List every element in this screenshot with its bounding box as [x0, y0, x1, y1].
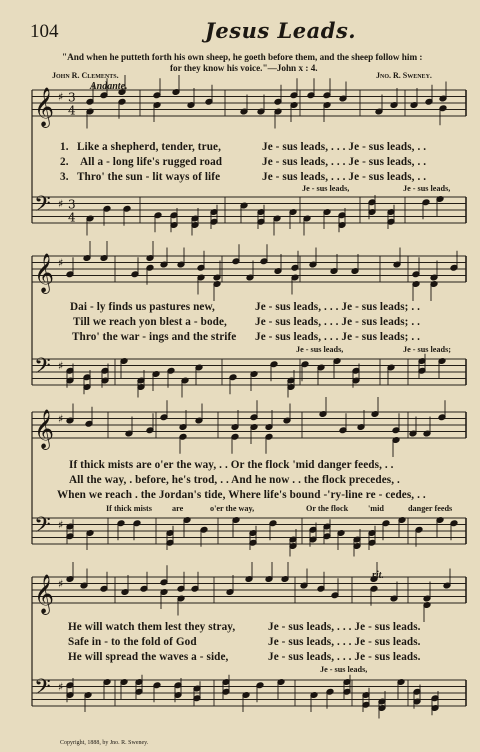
- lyric-line: When we reach . the Jordan's tide, Where life's bound -'ry-line re - cedes, . .: [57, 489, 426, 501]
- svg-text:𝄢: 𝄢: [34, 192, 51, 223]
- tempo-marking: Andante.: [90, 81, 128, 92]
- verse-number: 2.: [60, 156, 69, 168]
- bass-lyric: Or the flock: [306, 504, 349, 513]
- copyright-notice: Copyright, 1888, by Jno. R. Sweney.: [60, 740, 149, 746]
- lyric-line: Je - sus leads, . . . Je - sus leads.: [268, 651, 421, 663]
- svg-text:♯: ♯: [58, 412, 64, 426]
- lyric-line: Thro' the war - ings and the strife: [72, 331, 237, 343]
- svg-text:𝄞: 𝄞: [34, 87, 55, 127]
- svg-text:♯: ♯: [58, 680, 64, 694]
- bass-lyric: Je - sus leads,: [403, 184, 451, 193]
- bass-lyric: Je - sus leads,: [296, 345, 344, 354]
- lyric-line: He will spread the waves a - side,: [68, 651, 229, 663]
- svg-text:𝄢: 𝄢: [34, 675, 51, 706]
- lyric-line: All a - long life's rugged road: [80, 156, 223, 168]
- verse-number: 3.: [60, 171, 69, 183]
- lyric-line: He will watch them lest they stray,: [68, 621, 236, 633]
- verse-line-2: for they know his voice."—John x : 4.: [170, 63, 318, 73]
- svg-text:3: 3: [68, 90, 76, 105]
- svg-text:4: 4: [68, 103, 76, 118]
- svg-text:♯: ♯: [58, 256, 64, 270]
- svg-text:𝄞: 𝄞: [34, 574, 55, 614]
- svg-text:♯: ♯: [58, 359, 64, 373]
- bass-lyric: Je - sus leads;: [403, 345, 451, 354]
- lyric-line: Safe in - to the fold of God: [68, 636, 197, 648]
- composer-credit: Jno. R. Sweney.: [376, 71, 432, 80]
- verse-number: 1.: [60, 141, 69, 153]
- bass-lyric: danger feeds: [408, 504, 453, 513]
- svg-text:3: 3: [68, 197, 76, 212]
- lyric-line: Je - sus leads, . . . Je - sus leads.: [268, 621, 421, 633]
- lyric-line: Dai - ly finds us pastures new,: [70, 301, 215, 313]
- bass-lyric: Je - sus leads,: [320, 665, 368, 674]
- svg-text:𝄞: 𝄞: [34, 409, 55, 449]
- bass-lyric: Je - sus leads,: [302, 184, 350, 193]
- lyric-line: Je - sus leads, . . . Je - sus leads; . .: [255, 316, 421, 328]
- lyric-line: All the way, . before, he's trod, . . And he now . . the flock precedes, .: [69, 474, 400, 486]
- svg-text:𝄞: 𝄞: [34, 253, 55, 293]
- svg-text:♯: ♯: [58, 518, 64, 532]
- svg-text:♯: ♯: [58, 577, 64, 591]
- svg-text:4: 4: [68, 210, 76, 225]
- lyric-line: Thro' the sun - lit ways of life: [77, 171, 221, 183]
- lyric-line: Je - sus leads, . . . Je - sus leads.: [268, 636, 421, 648]
- lyric-line: Je - sus leads, . . . Je - sus leads; . .: [255, 301, 421, 313]
- bass-lyric: If thick mists: [106, 504, 152, 513]
- lyric-line: If thick mists are o'er the way, . . Or the flock 'mid danger feeds, . .: [69, 459, 394, 471]
- lyric-line: Je - sus leads, . . . Je - sus leads; . .: [255, 331, 421, 343]
- ritardando-marking: rit.: [372, 570, 384, 581]
- svg-text:♯: ♯: [58, 90, 64, 104]
- hymn-title: Jesus Leads.: [205, 18, 357, 43]
- svg-text:𝄢: 𝄢: [34, 513, 51, 544]
- lyric-line: Je - sus leads, . . . Je - sus leads, . .: [262, 171, 427, 183]
- svg-text:♯: ♯: [58, 197, 64, 211]
- bass-lyric: are: [172, 504, 184, 513]
- lyric-line: Je - sus leads, . . . Je - sus leads, . .: [262, 141, 427, 153]
- bass-lyric: 'mid: [368, 504, 384, 513]
- bass-lyric: o'er the way,: [210, 504, 255, 513]
- svg-text:𝄢: 𝄢: [34, 354, 51, 385]
- verse-line-1: "And when he putteth forth his own sheep, he goeth before them, and the sheep follow him :: [62, 52, 423, 62]
- lyric-line: Like a shepherd, tender, true,: [77, 141, 221, 153]
- lyricist-credit: John R. Clements.: [52, 71, 119, 80]
- lyric-line: Till we reach yon blest a - bode,: [73, 316, 227, 328]
- lyric-line: Je - sus leads, . . . Je - sus leads, . .: [262, 156, 427, 168]
- page-number: 104: [30, 21, 59, 42]
